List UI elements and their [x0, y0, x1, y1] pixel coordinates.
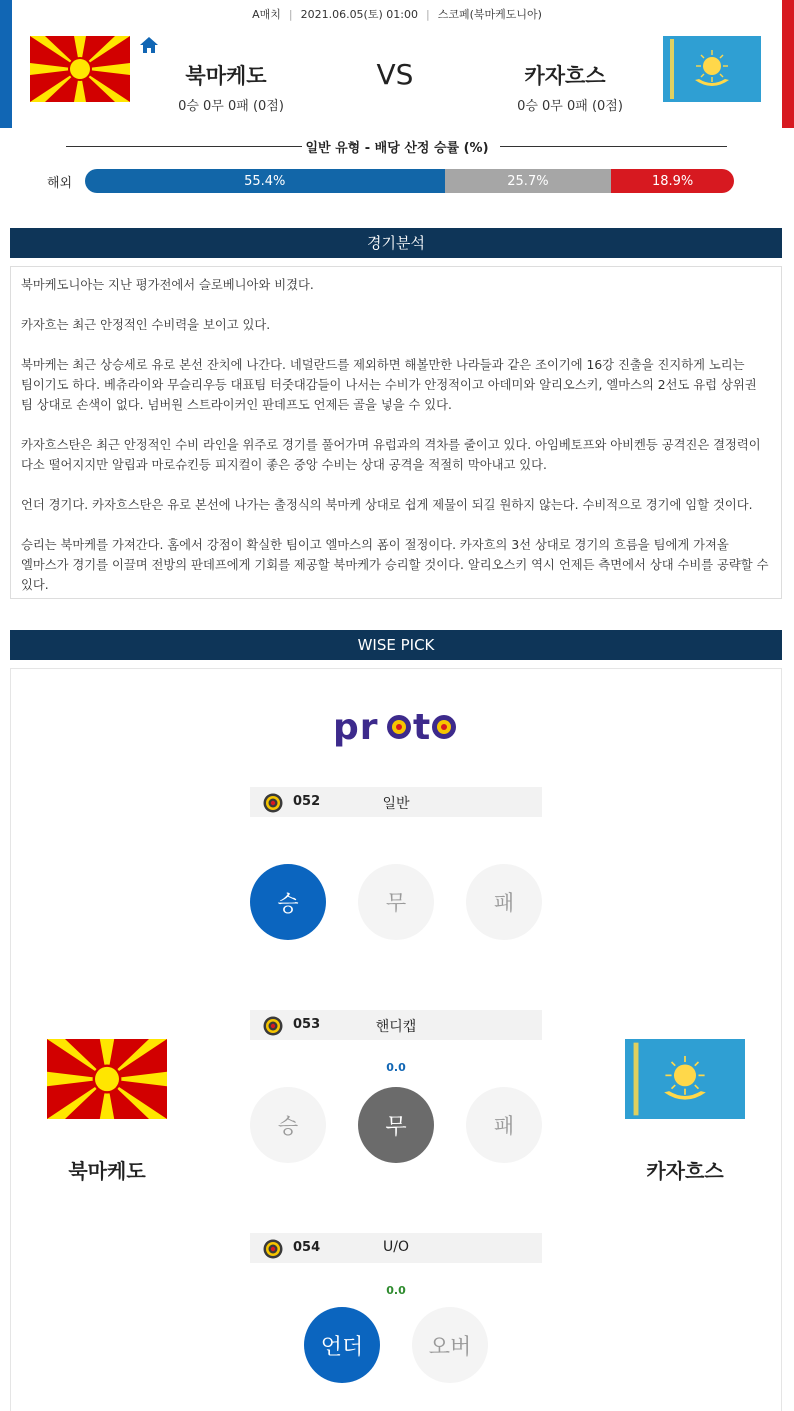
- home-team-record: 0승 0무 0패 (0점): [178, 99, 284, 114]
- odds-lose-segment: 18.9%: [611, 169, 734, 193]
- odds-title-rule-left: [66, 146, 302, 147]
- pick-lose-button[interactable]: 패: [466, 1087, 542, 1163]
- pick-win-button[interactable]: 승: [250, 864, 326, 940]
- proto-logo: [331, 705, 461, 753]
- game-row-054: [250, 1233, 542, 1263]
- north-macedonia-flag: [47, 1039, 167, 1119]
- pick-draw-button[interactable]: 무: [358, 1087, 434, 1163]
- analysis-paragraph: 북마케도니아는 지난 평가전에서 슬로베니아와 비겼다.: [21, 278, 314, 292]
- kazakhstan-flag: [625, 1039, 745, 1119]
- game-type: U/O: [383, 1239, 409, 1255]
- odds-title-rule-right: [500, 146, 727, 147]
- odds-win-segment: 55.4%: [85, 169, 445, 193]
- pick-lose-button[interactable]: 패: [466, 864, 542, 940]
- pick-over-button[interactable]: 오버: [412, 1307, 488, 1383]
- vs-label: VS: [376, 58, 414, 91]
- svg-text:pr: pr: [333, 707, 379, 748]
- analysis-box: [10, 266, 782, 599]
- target-icon: [263, 1016, 283, 1036]
- north-macedonia-flag: [30, 36, 130, 102]
- kazakhstan-flag: [663, 36, 761, 102]
- game-number: 054: [293, 1240, 321, 1255]
- odds-bar: [85, 169, 734, 193]
- match-type: A매치: [252, 8, 281, 21]
- match-info: A매치 | 2021.06.05(토) 01:00 | 스코페(북마케도니아): [252, 8, 542, 21]
- analysis-paragraph: 언더 경기다. 카자흐스탄은 유로 본선에 나가는 출정식의 북마케 상대로 쉽게 제물이 되길 원하지 않는다. 수비적으로 경기에 임할 것이다.: [21, 498, 753, 512]
- analysis-paragraph: 북마케는 최근 상승세로 유로 본선 잔치에 나간다. 네덜란드를 제외하면 해볼만한 나라들과 같은 조이기에 16강 진출을 진지하게 노리는 팀이기도 하다. 베츄라이와 무슬리우등 대표팀 터줏대감들이 나서는 수비가 안정적이고 아데미와 알리오스키, 엘마스의 2선도 유럽 상위권 팀 상대로 손색이 없다. 넘버원 스트라이커인 판데프도 언제든 골을 넣을 수 있다.: [21, 358, 757, 412]
- away-team-name: 카자흐스: [524, 64, 606, 88]
- pick-away-team-name: 카자흐스: [646, 1159, 724, 1183]
- game-number: 053: [293, 1017, 321, 1032]
- analysis-paragraph: 승리는 북마케를 가져간다. 홈에서 강점이 확실한 팀이고 엘마스의 폼이 절정이다. 카자흐의 3선 상대로 경기의 흐름을 팀에게 가져올 엘마스가 경기를 이끌며 전방의 판데프에게 기회를 제공할 북마케가 승리할 것이다. 알리오스키 역시 언제든 측면에서 상대 수비를 공략할 수 있다.: [21, 538, 769, 592]
- match-sport: 스코페(북마케도니아): [437, 8, 542, 21]
- game-type: 일반: [382, 796, 410, 812]
- analysis-paragraph: 카자흐스탄은 최근 안정적인 수비 라인을 위주로 경기를 풀어가며 유럽과의 격차를 줄이고 있다. 아임베토프와 아비켄등 공격진은 결정력이 다소 떨어지지만 알립과 마로슈킨등 피지컬이 좋은 중앙 수비는 상대 공격을 적절히 막아내고 있다.: [21, 438, 761, 472]
- pick-win-button[interactable]: 승: [250, 1087, 326, 1163]
- game-number: 052: [293, 794, 321, 809]
- pick-draw-button[interactable]: 무: [358, 864, 434, 940]
- away-team-record: 0승 0무 0패 (0점): [517, 99, 623, 114]
- pick-under-button[interactable]: 언더: [304, 1307, 380, 1383]
- pick-home-team-name: 북마케도: [68, 1159, 146, 1183]
- analysis-header: 경기분석: [10, 228, 782, 258]
- game-row-053: [250, 1010, 542, 1040]
- target-icon: [263, 1239, 283, 1259]
- wise-pick-header: WISE PICK: [10, 630, 782, 660]
- total-line-value: 0.0: [386, 1284, 406, 1297]
- game-row-052: [250, 787, 542, 817]
- home-icon[interactable]: [139, 36, 159, 54]
- odds-row-label: 해외: [47, 176, 73, 191]
- odds-draw-segment: 25.7%: [445, 169, 612, 193]
- odds-title: 일반 유형 - 배당 산정 승률 (%): [305, 141, 489, 156]
- game-type: 핸디캡: [375, 1019, 417, 1035]
- handicap-value: 0.0: [386, 1061, 406, 1074]
- analysis-paragraph: 카자흐는 최근 안정적인 수비력을 보이고 있다.: [21, 318, 271, 332]
- svg-text:t: t: [413, 707, 431, 748]
- home-team-name: 북마케도: [185, 64, 267, 88]
- target-icon: [263, 793, 283, 813]
- match-datetime: 2021.06.05(토) 01:00: [300, 8, 418, 21]
